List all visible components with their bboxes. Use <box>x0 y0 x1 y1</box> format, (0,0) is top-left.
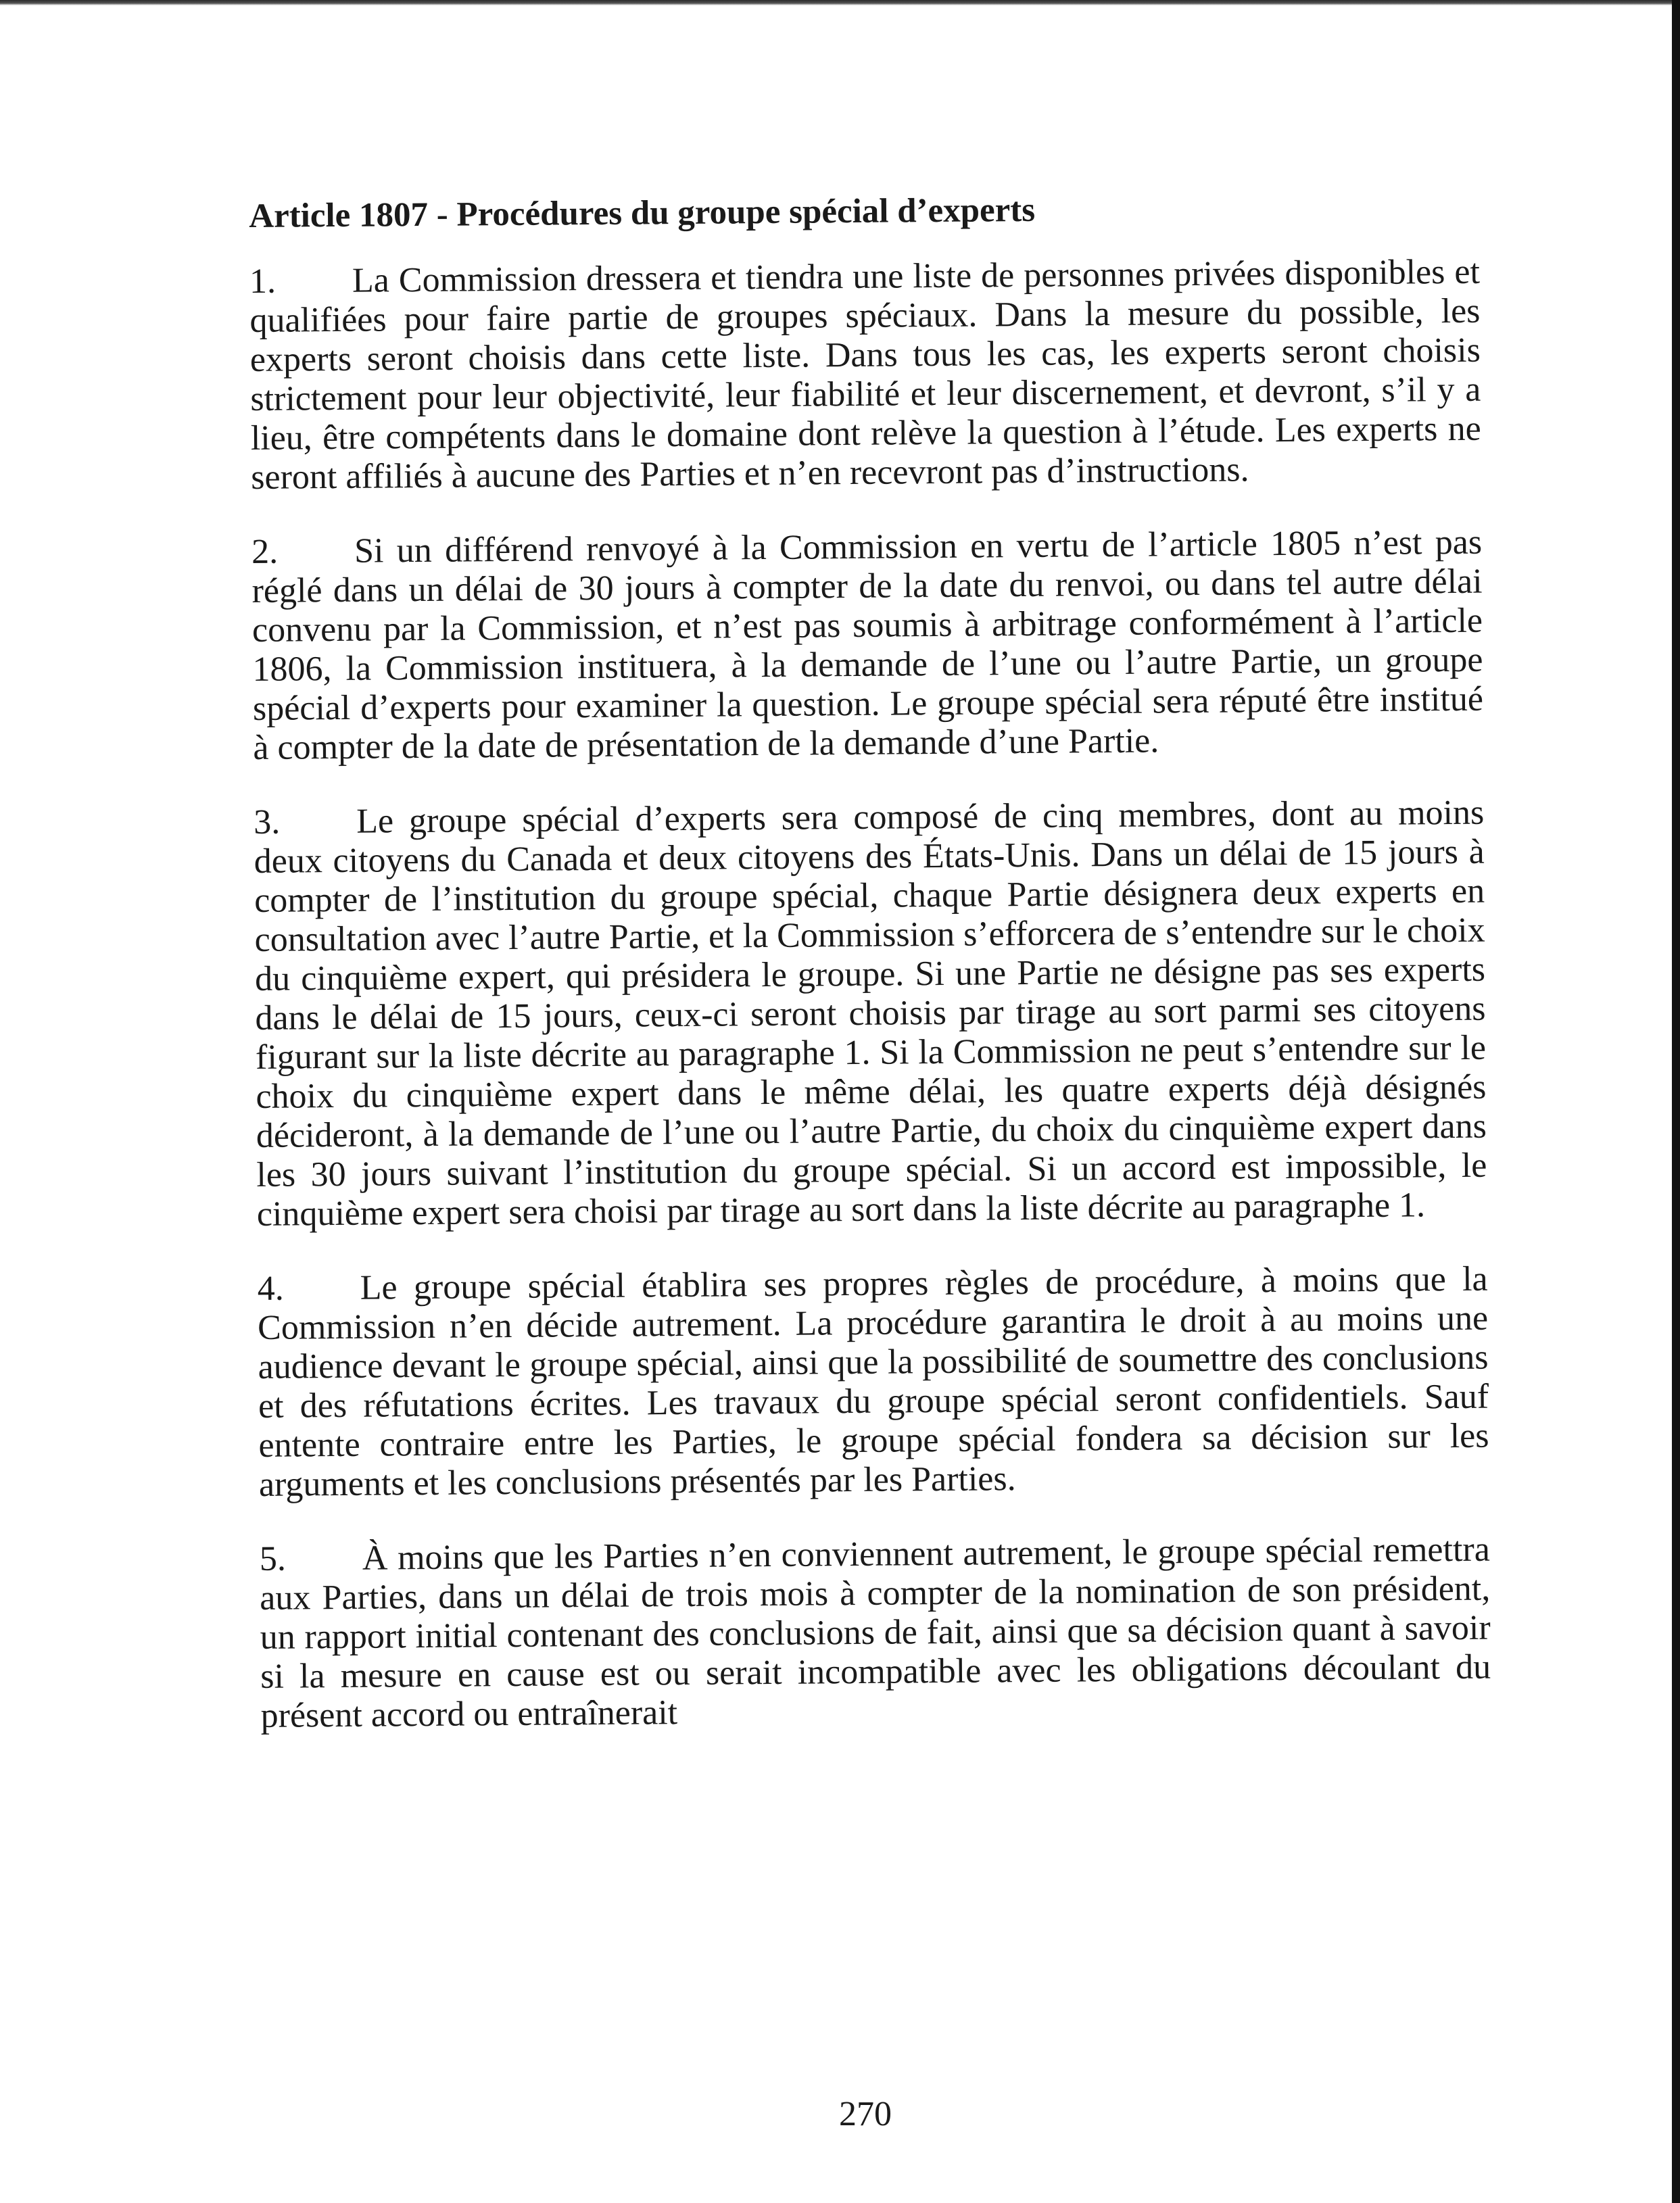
scan-right-edge <box>1672 0 1680 2203</box>
paragraph-number: 3. <box>254 802 281 842</box>
paragraph-text: Si un différend renvoyé à la Commission en vertu de l’article 1805 n’est pas réglé dans un délai de 30 jours à compter de la date du renvoi, ou dans tel autre délai convenu par la Commission, et n’est pas soumis à arbitrage conformément à l’article 1806, la Commission instituera, à la demande de l’une ou l’autre Partie, un groupe spécial d’experts pour examiner la question. Le groupe spécial sera réputé être institué à compter de la date de présentation de la demande d’une Partie. <box>251 523 1484 767</box>
paragraph-3 <box>254 794 1487 1234</box>
paragraph-4 <box>257 1260 1489 1505</box>
scan-top-edge <box>0 0 1680 5</box>
paragraph-5 <box>260 1530 1491 1736</box>
paragraph-text: Le groupe spécial d’experts sera composé de cinq membres, dont au moins deux citoyens du Canada et deux citoyens des États-Unis. Dans un délai de 15 jours à compter de l’institution du groupe spécial, chaque Partie désignera deux experts en consultation avec l’autre Partie, et la Commission s’efforcera de s’entendre sur le choix du cinquième expert, qui présidera le groupe. Si une Partie ne désigne pas ses experts dans le délai de 15 jours, ceux-ci seront choisis par tirage au sort parmi ses citoyens figurant sur la liste décrite au paragraphe 1. Si la Commission ne peut s’entendre sur le choix du cinquième expert dans le même délai, les quatre experts déjà désignés décideront, à la demande de l’une ou l’autre Partie, du choix du cinquième expert dans les 30 jours suivant l’institution du groupe spécial. Si un accord est impossible, le cinquième expert sera choisi par tirage au sort dans la liste décrite au paragraphe 1. <box>254 793 1487 1234</box>
page-number: 270 <box>839 2095 892 2133</box>
paragraph-2 <box>251 523 1484 768</box>
paragraph-number: 2. <box>251 532 279 571</box>
paragraph-text: À moins que les Parties n’en conviennent autrement, le groupe spécial remettra aux Parties, dans un délai de trois mois à compter de la nomination de son président, un rapport initial contenant des conclusions de fait, ainsi que sa décision quant à savoir si la mesure en cause est ou serait incompatible avec les obligations découlant du présent accord ou entraînerait <box>260 1530 1491 1735</box>
paragraph-1 <box>249 253 1482 498</box>
document-page <box>249 187 1491 1771</box>
paragraph-text: Le groupe spécial établira ses propres règles de procédure, à moins que la Commission n’en décide autrement. La procédure garantira le droit à au moins une audience devant le groupe spécial, ainsi que la possibilité de soumettre des conclusions et des réfutations écrites. Les travaux du groupe spécial seront confidentiels. Sauf entente contraire entre les Parties, le groupe spécial fondera sa décision sur les arguments et les conclusions présentés par les Parties. <box>257 1259 1489 1504</box>
paragraph-number: 5. <box>259 1539 287 1578</box>
paragraph-text: La Commission dressera et tiendra une liste de personnes privées disponibles et qualifiées pour faire partie de groupes spéciaux. Dans la mesure du possible, les experts seront choisis dans cette liste. Dans tous les cas, les experts seront choisis strictement pour leur objectivité, leur fiabilité et leur discernement, et devront, s’il y a lieu, être compétents dans le domaine dont relève la question à l’étude. Les experts ne seront affiliés à aucune des Parties et n’en recevront pas d’instructions. <box>249 252 1481 497</box>
article-title: Article 1807 - Procédures du groupe spécial d’experts <box>249 191 1036 235</box>
paragraph-number: 1. <box>249 262 277 301</box>
paragraph-number: 4. <box>257 1269 284 1308</box>
